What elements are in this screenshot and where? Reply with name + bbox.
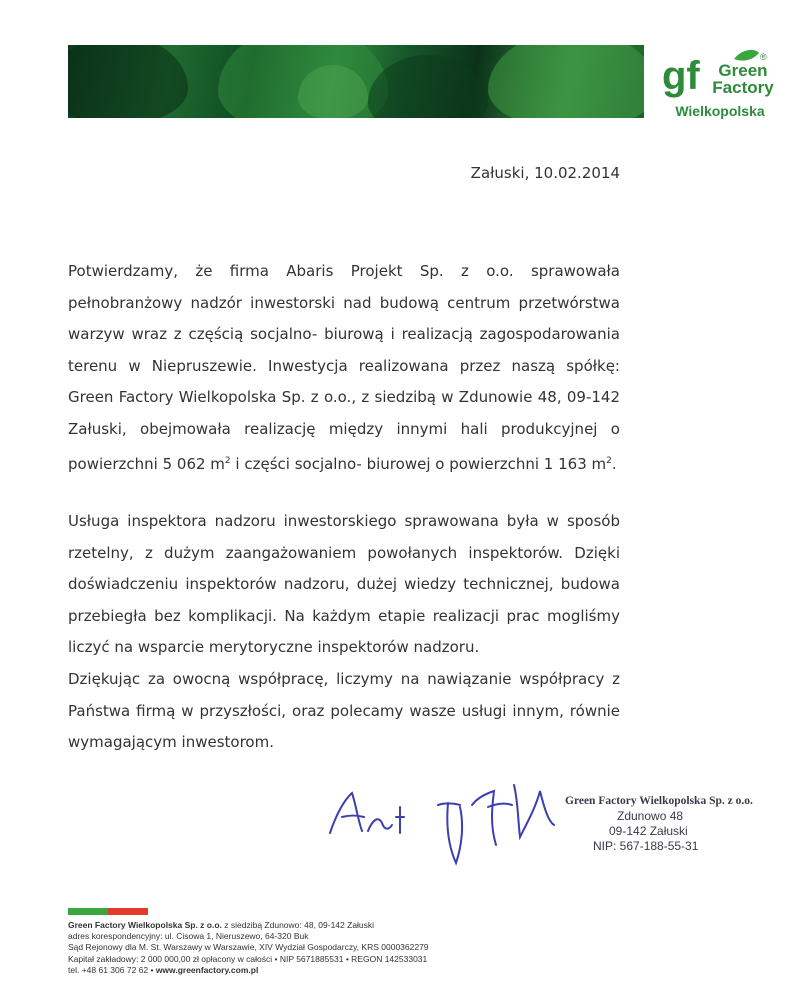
logo-gf-mark: gf <box>662 54 700 98</box>
logo-region: Wielkopolska <box>675 103 765 119</box>
place-and-date: Załuski, 10.02.2014 <box>470 164 620 182</box>
paragraph-1-text-b: i części socjalno- biurowej o powierzchni 1 163 m <box>230 454 607 473</box>
footer-website-link[interactable]: www.greenfactory.com.pl <box>155 964 259 975</box>
footer-address-line <box>68 920 628 931</box>
company-logo <box>660 45 780 135</box>
letter-paragraph-1 <box>68 256 620 480</box>
footer-contact-line <box>68 965 628 976</box>
footer-correspondence: adres korespondencyjny: ul. Cisowa 1, Nieruszewo, 64-320 Buk <box>68 931 309 942</box>
footer-phone: tel. +48 61 306 72 62 • <box>68 964 156 975</box>
leaf-icon <box>734 50 759 61</box>
letter-paragraph-2: Usługa inspektora nadzoru inwestorskiego sprawowana była w sposób rzetelny, z dużym zaangażowaniem powołanych inspektorów. Dzięki doświadczeniu inspektorów nadzoru, dużej wiedzy technicznej, budowa przebiegła bez komplikacji. Na każdym etapie realizacji prac mogliśmy liczyć na wsparcie merytoryczne inspektorów nadzoru. <box>68 512 620 657</box>
letter-paragraph-3: Dziękując za owocną współpracę, liczymy na nawiązanie współpracy z Państwa firmą w przyszłości, oraz polecamy wasze usługi innym, równie wymagającym inwestorom. <box>68 670 620 752</box>
logo-brand-factory: Factory <box>712 78 774 97</box>
header-banner-image <box>68 45 644 118</box>
stamp-street: Zdunowo 48 <box>617 809 684 823</box>
stamp-postcode: 09-142 Załuski <box>609 824 688 838</box>
footer-bar-red <box>108 908 148 915</box>
stamp-nip: NIP: 567-188-55-31 <box>593 839 699 853</box>
paragraph-1-text-end: . <box>611 454 617 473</box>
logo-brand-green: Green <box>718 61 768 80</box>
letter-footer <box>68 920 628 976</box>
footer-capital: Kapitał zakładowy: 2 000 000,00 zł opłacony w całości • NIP 5671885531 • REGON 142533031 <box>68 953 428 964</box>
company-stamp <box>565 794 770 854</box>
stamp-company: Green Factory Wielkopolska Sp. z o.o. <box>565 795 753 807</box>
logo-wordmark <box>703 62 783 96</box>
registered-mark: ® <box>760 52 767 62</box>
superscript-2: 2 <box>224 455 231 466</box>
paragraph-1-text-a: Potwierdzamy, że firma Abaris Projekt Sp. z o.o. sprawowała pełnobranżowy nadzór inwestorski nad budową centrum przetwórstwa warzyw wraz z częścią socjalno- biurową i realizacją zagospodarowania terenu w Niepruszewie. Inwestycja realizowana przez naszą spółkę: Green Factory Wielkopolska Sp. z o.o., z siedzibą w Zdunowie 48, 09-142 Załuski, obejmowała realizację między innymi hali produkcyjnej o powierzchni 5 062 m <box>68 262 620 473</box>
footer-court: Sąd Rejonowy dla M. St. Warszawy w Warszawie, XIV Wydział Gospodarczy, KRS 0000362279 <box>68 942 429 953</box>
footer-bar-green <box>68 908 108 915</box>
footer-color-bar <box>68 908 148 915</box>
superscript-2-second: 2 <box>606 455 612 466</box>
footer-seat: z siedzibą Zdunowo: 48, 09-142 Załuski <box>221 920 375 930</box>
footer-company: Green Factory Wielkopolska Sp. z o.o. <box>68 920 222 930</box>
handwritten-signature <box>322 745 572 875</box>
